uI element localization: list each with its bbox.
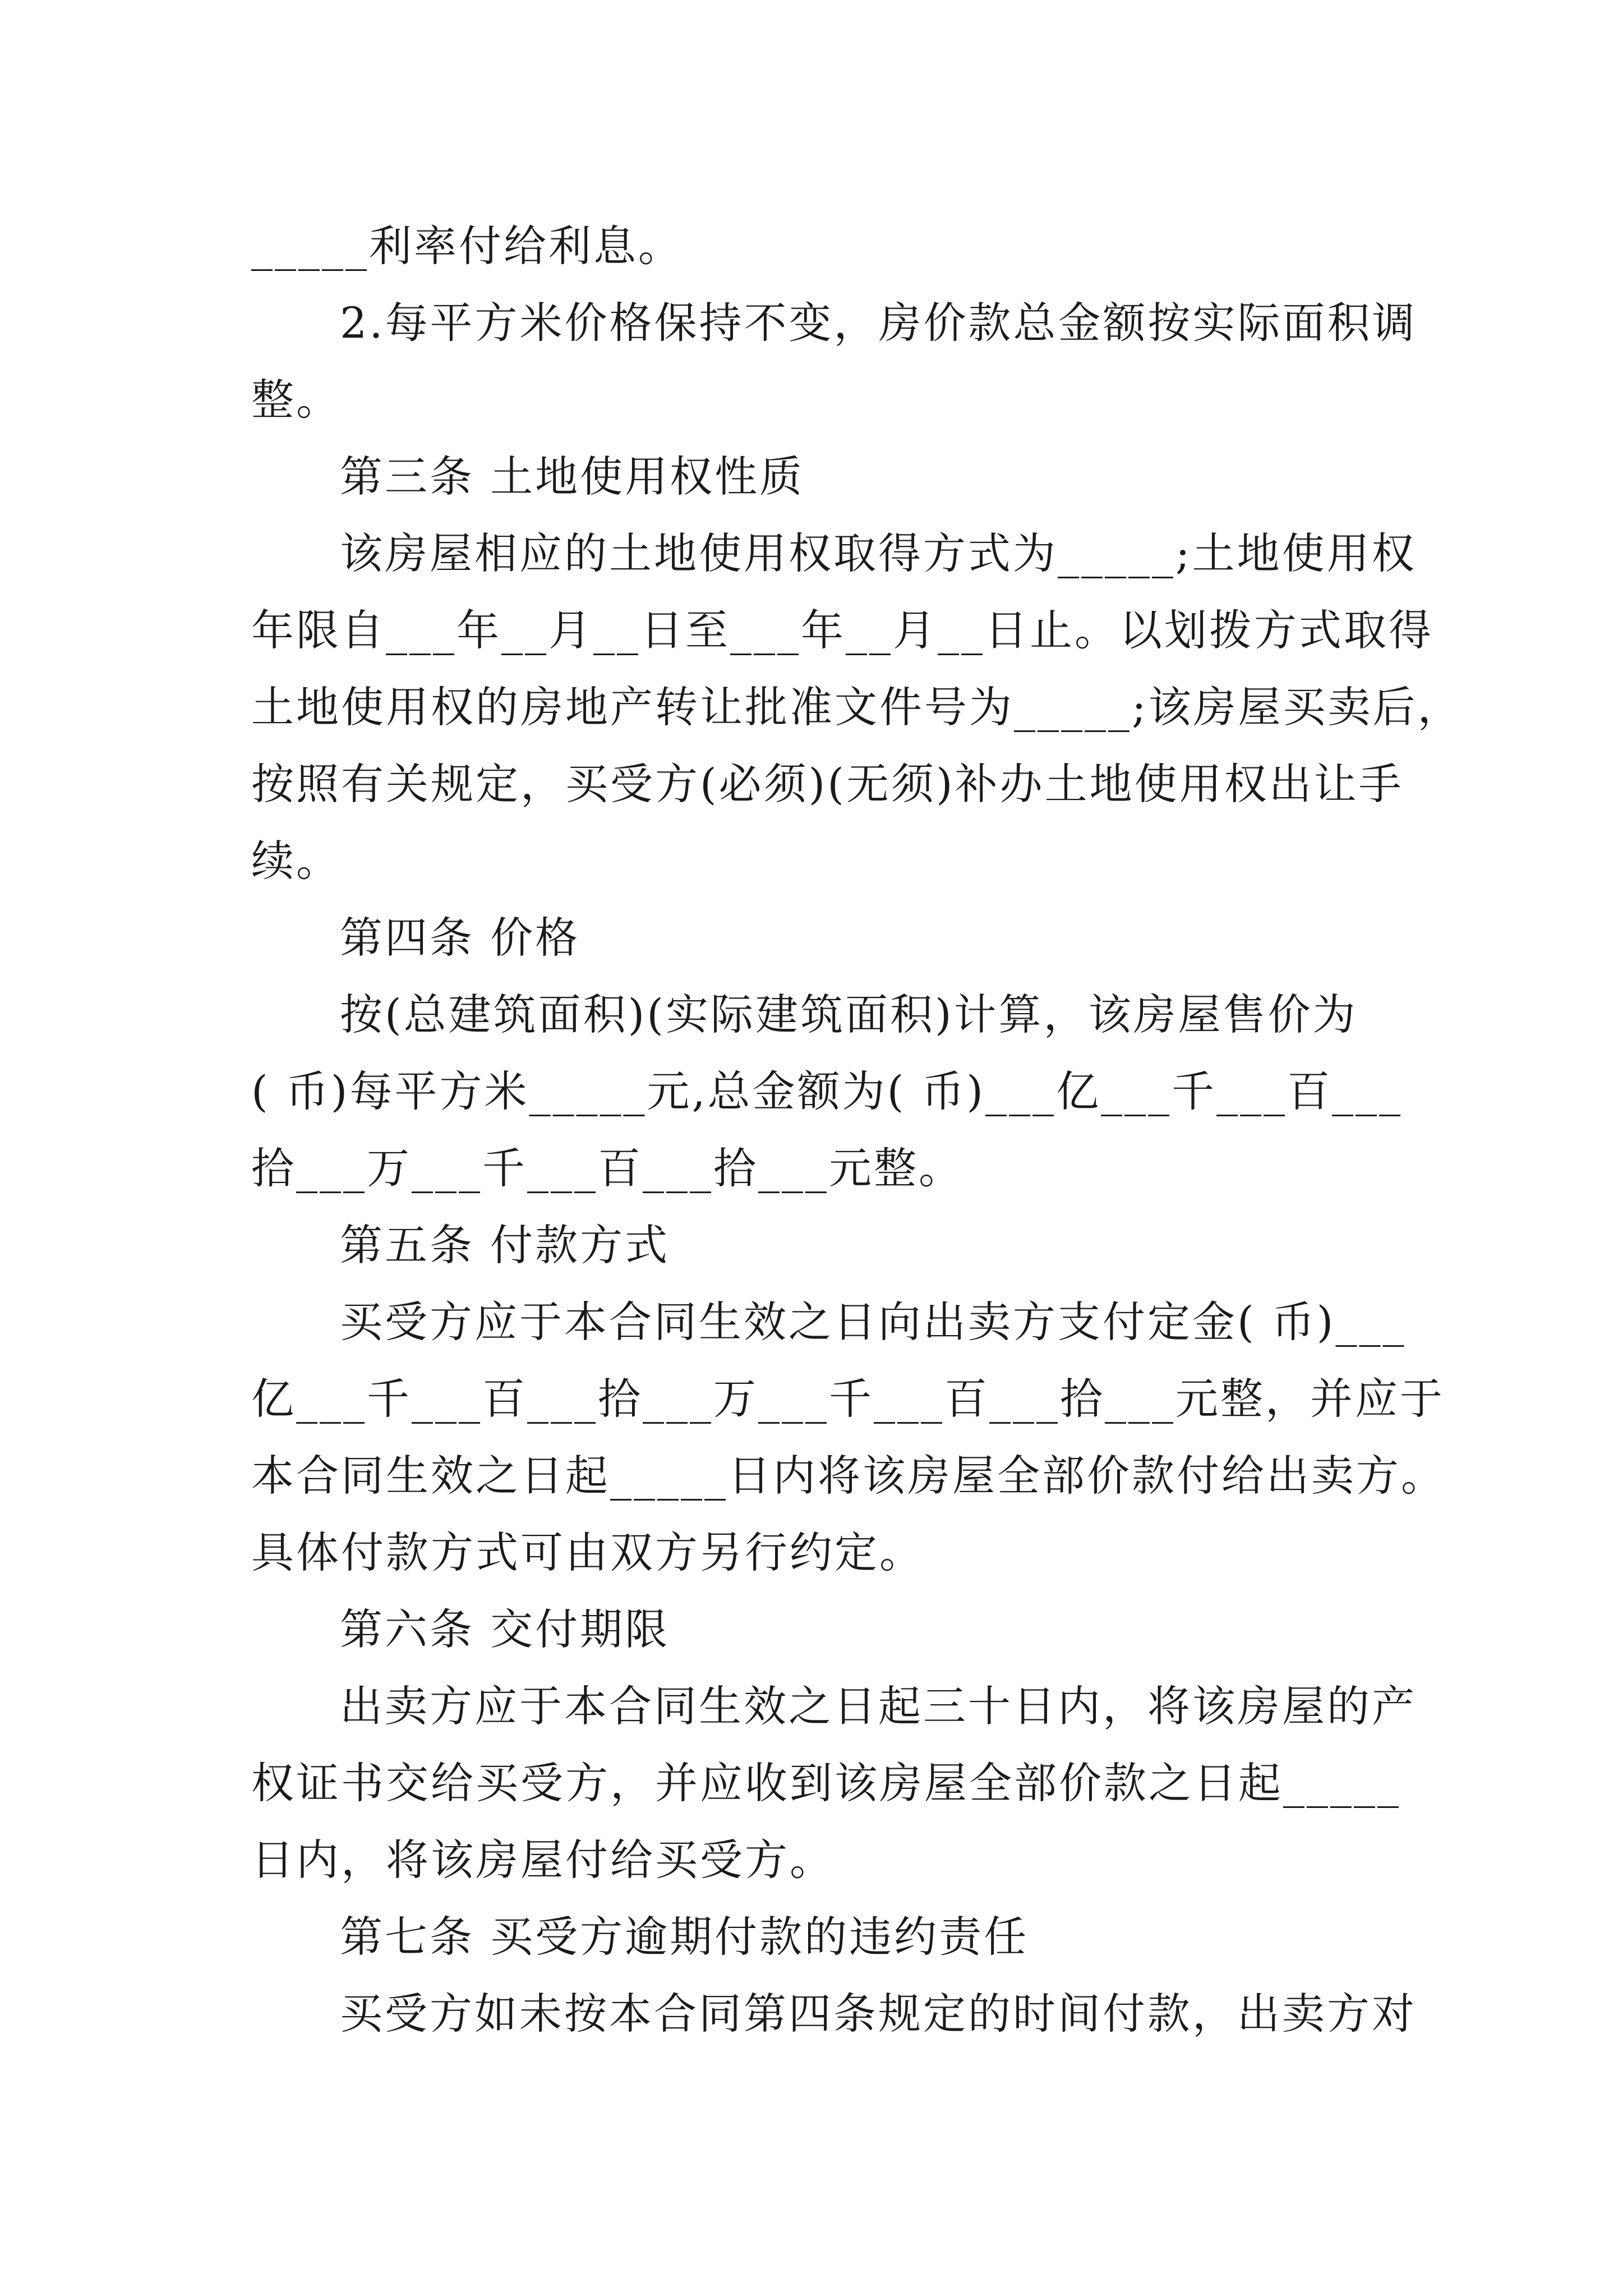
text-line-12: ( 币)每平方米_____元,总金额为( 币)___亿___千___百___ [251,1066,1403,1116]
text-line-17: 本合同生效之日起_____日内将该房屋全部价款付给出卖方。 [251,1451,1446,1501]
text-line-11: 按(总建筑面积)(实际建筑面积)计算，该房屋售价为 [340,990,1358,1039]
section-heading-article-4: 第四条 价格 [340,913,580,963]
text-line-16: 亿___千___百___拾___万___千___百___拾___元整，并应于 [251,1374,1445,1424]
section-heading-article-3: 第三条 土地使用权性质 [340,452,805,501]
text-line-9: 续。 [251,836,341,886]
text-line-13: 拾___万___千___百___拾___元整。 [251,1143,963,1193]
text-line-21: 权证书交给买受方，并应收到该房屋全部价款之日起_____ [251,1758,1401,1808]
section-heading-article-6: 第六条 交付期限 [340,1604,670,1654]
text-line-3: 整。 [251,375,341,425]
text-line-20: 出卖方应于本合同生效之日起三十日内，将该房屋的产 [340,1681,1417,1731]
text-line-22: 日内，将该房屋付给买受方。 [251,1835,834,1885]
section-heading-article-5: 第五条 付款方式 [340,1220,670,1270]
text-line-24: 买受方如未按本合同第四条规定的时间付款，出卖方对 [340,1989,1417,2039]
text-line-5: 该房屋相应的土地使用权取得方式为_____;土地使用权 [340,528,1417,578]
text-line-18: 具体付款方式可由双方另行约定。 [251,1527,924,1577]
text-line-1: _____利率付给利息。 [251,221,683,271]
section-heading-article-7: 第七条 买受方逾期付款的违约责任 [340,1912,1029,1962]
document-body [251,208,1463,2052]
text-line-15: 买受方应于本合同生效之日向出卖方支付定金( 币)___ [340,1297,1407,1347]
text-line-8: 按照有关规定，买受方(必须)(无须)补办土地使用权出让手 [251,759,1404,809]
text-line-2: 2.每平方米价格保持不变，房价款总金额按实际面积调 [340,298,1417,348]
text-line-7: 土地使用权的房地产转让批准文件号为_____;该房屋买卖后， [251,682,1463,732]
text-line-6: 年限自___年__月__日至___年__月__日止。以划拨方式取得 [251,605,1433,655]
